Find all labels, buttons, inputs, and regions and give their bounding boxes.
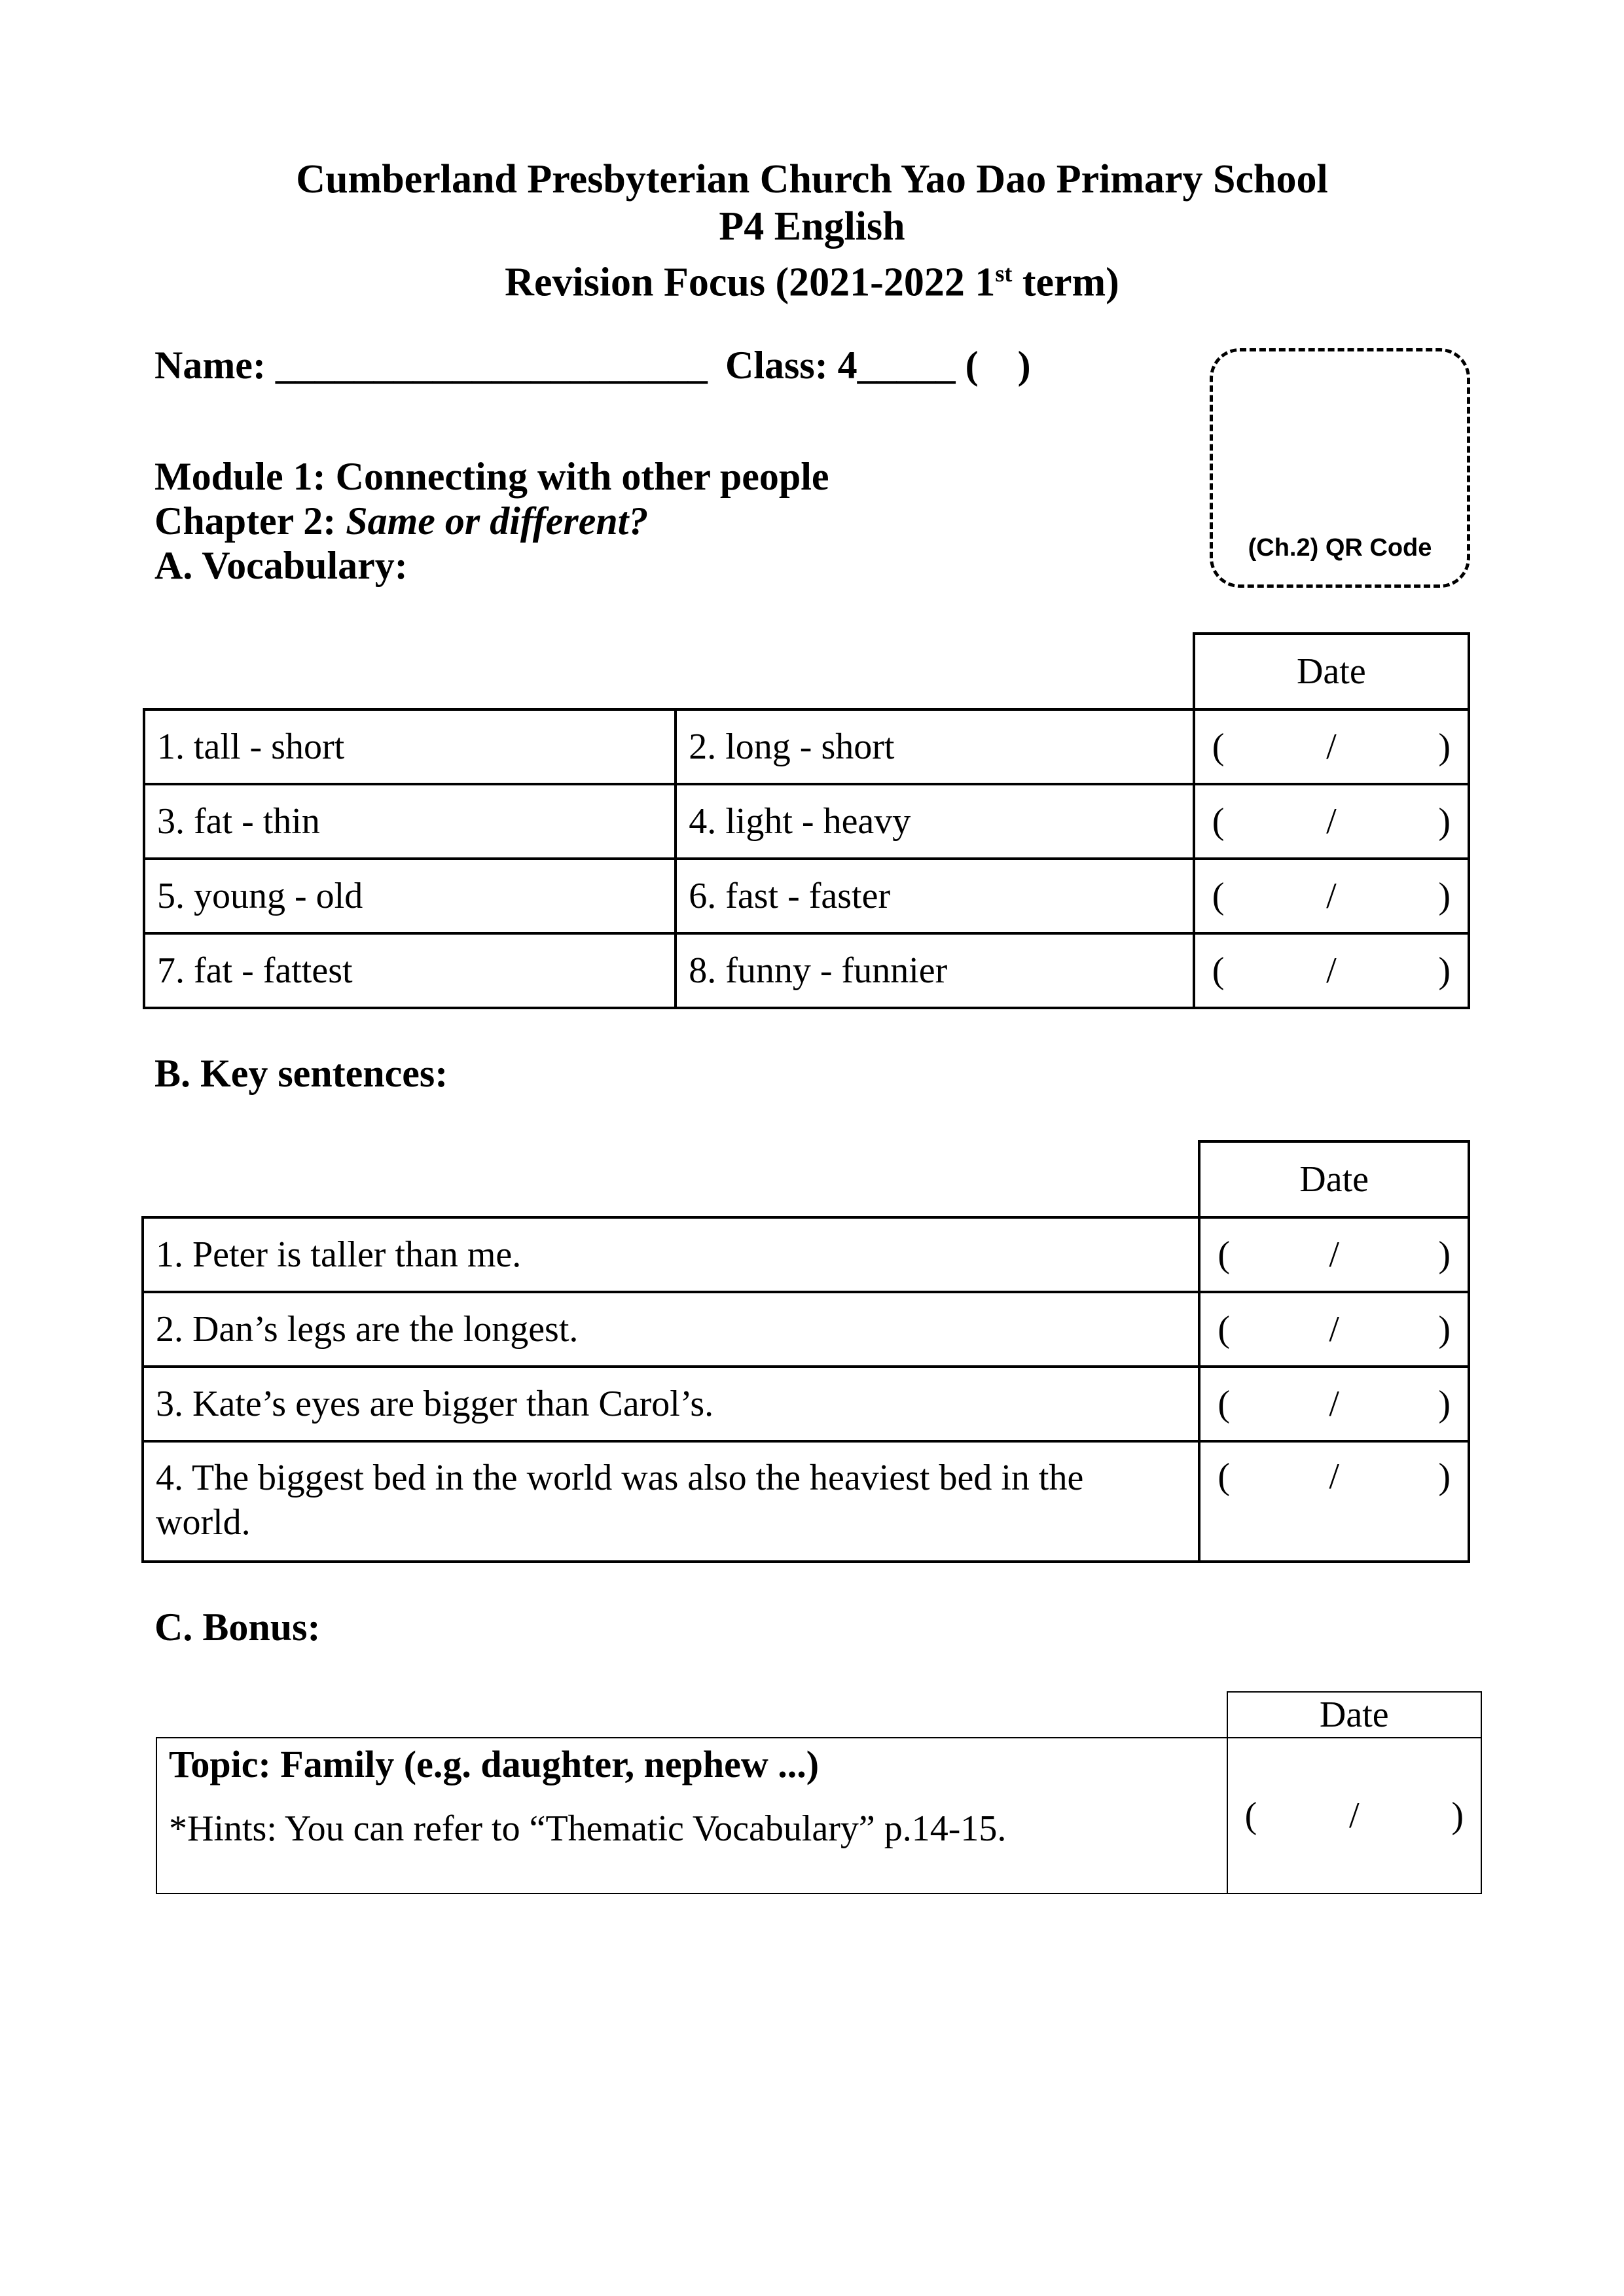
table-row (144, 933, 1469, 1008)
date-cell[interactable]: ( / ) (1194, 859, 1469, 933)
module-title: Module 1: Connecting with other people (154, 455, 829, 498)
name-field[interactable]: Name: ______________________ (154, 344, 708, 387)
bonus-table (156, 1691, 1482, 1894)
table-row (143, 1441, 1469, 1562)
date-cell[interactable]: ( / ) (1227, 1738, 1481, 1893)
vocab-cell: 8. funny - funnier (676, 933, 1193, 1008)
key-sentences-table (141, 1140, 1470, 1563)
bonus-cell (156, 1738, 1227, 1893)
vocab-cell: 1. tall - short (144, 709, 676, 784)
sentence-cell: 4. The biggest bed in the world was also the heaviest bed in the world. (143, 1441, 1199, 1562)
bonus-topic: Topic: Family (e.g. daughter, nephew ...) (169, 1743, 820, 1785)
date-cell[interactable]: ( / ) (1199, 1292, 1469, 1367)
date-cell[interactable]: ( / ) (1194, 784, 1469, 859)
table-row (143, 1141, 1469, 1217)
table-row (144, 784, 1469, 859)
table-row (143, 1217, 1469, 1292)
table-row (156, 1738, 1481, 1893)
table-row (144, 709, 1469, 784)
subject-title: P4 English (719, 204, 905, 249)
bonus-hint: *Hints: You can refer to “Thematic Vocabulary” p.14-15. (169, 1808, 1007, 1849)
table-row (144, 634, 1469, 709)
qr-code-box (1210, 348, 1470, 588)
date-cell[interactable]: ( / ) (1199, 1217, 1469, 1292)
vocab-cell: 7. fat - fattest (144, 933, 676, 1008)
vocabulary-heading: A. Vocabulary: (154, 544, 408, 587)
bonus-heading: C. Bonus: (154, 1605, 321, 1649)
sentence-cell: 1. Peter is taller than me. (143, 1217, 1199, 1292)
date-cell[interactable]: ( / ) (1194, 709, 1469, 784)
date-cell[interactable]: ( / ) (1199, 1441, 1469, 1562)
chapter-title: Chapter 2: Same or different? (154, 499, 649, 543)
school-name: Cumberland Presbyterian Church Yao Dao Primary School (296, 157, 1328, 202)
table-row (144, 859, 1469, 933)
sentence-cell: 2. Dan’s legs are the longest. (143, 1292, 1199, 1367)
date-header: Date (1227, 1692, 1481, 1738)
date-header: Date (1199, 1141, 1469, 1217)
vocab-cell: 6. fast - faster (676, 859, 1193, 933)
vocab-cell: 2. long - short (676, 709, 1193, 784)
table-row (143, 1367, 1469, 1441)
revision-title: Revision Focus (2021-2022 1st term) (505, 260, 1119, 305)
sentence-cell: 3. Kate’s eyes are bigger than Carol’s. (143, 1367, 1199, 1441)
qr-code-label: (Ch.2) QR Code (1248, 534, 1432, 562)
table-row (156, 1692, 1481, 1738)
date-cell[interactable]: ( / ) (1194, 933, 1469, 1008)
vocab-cell: 4. light - heavy (676, 784, 1193, 859)
key-sentences-heading: B. Key sentences: (154, 1052, 448, 1095)
table-row (143, 1292, 1469, 1367)
vocab-cell: 5. young - old (144, 859, 676, 933)
date-cell[interactable]: ( / ) (1199, 1367, 1469, 1441)
date-header: Date (1194, 634, 1469, 709)
class-field[interactable]: Class: 4_____ ( ) (725, 344, 1031, 387)
vocab-cell: 3. fat - thin (144, 784, 676, 859)
vocabulary-table (143, 632, 1470, 1009)
